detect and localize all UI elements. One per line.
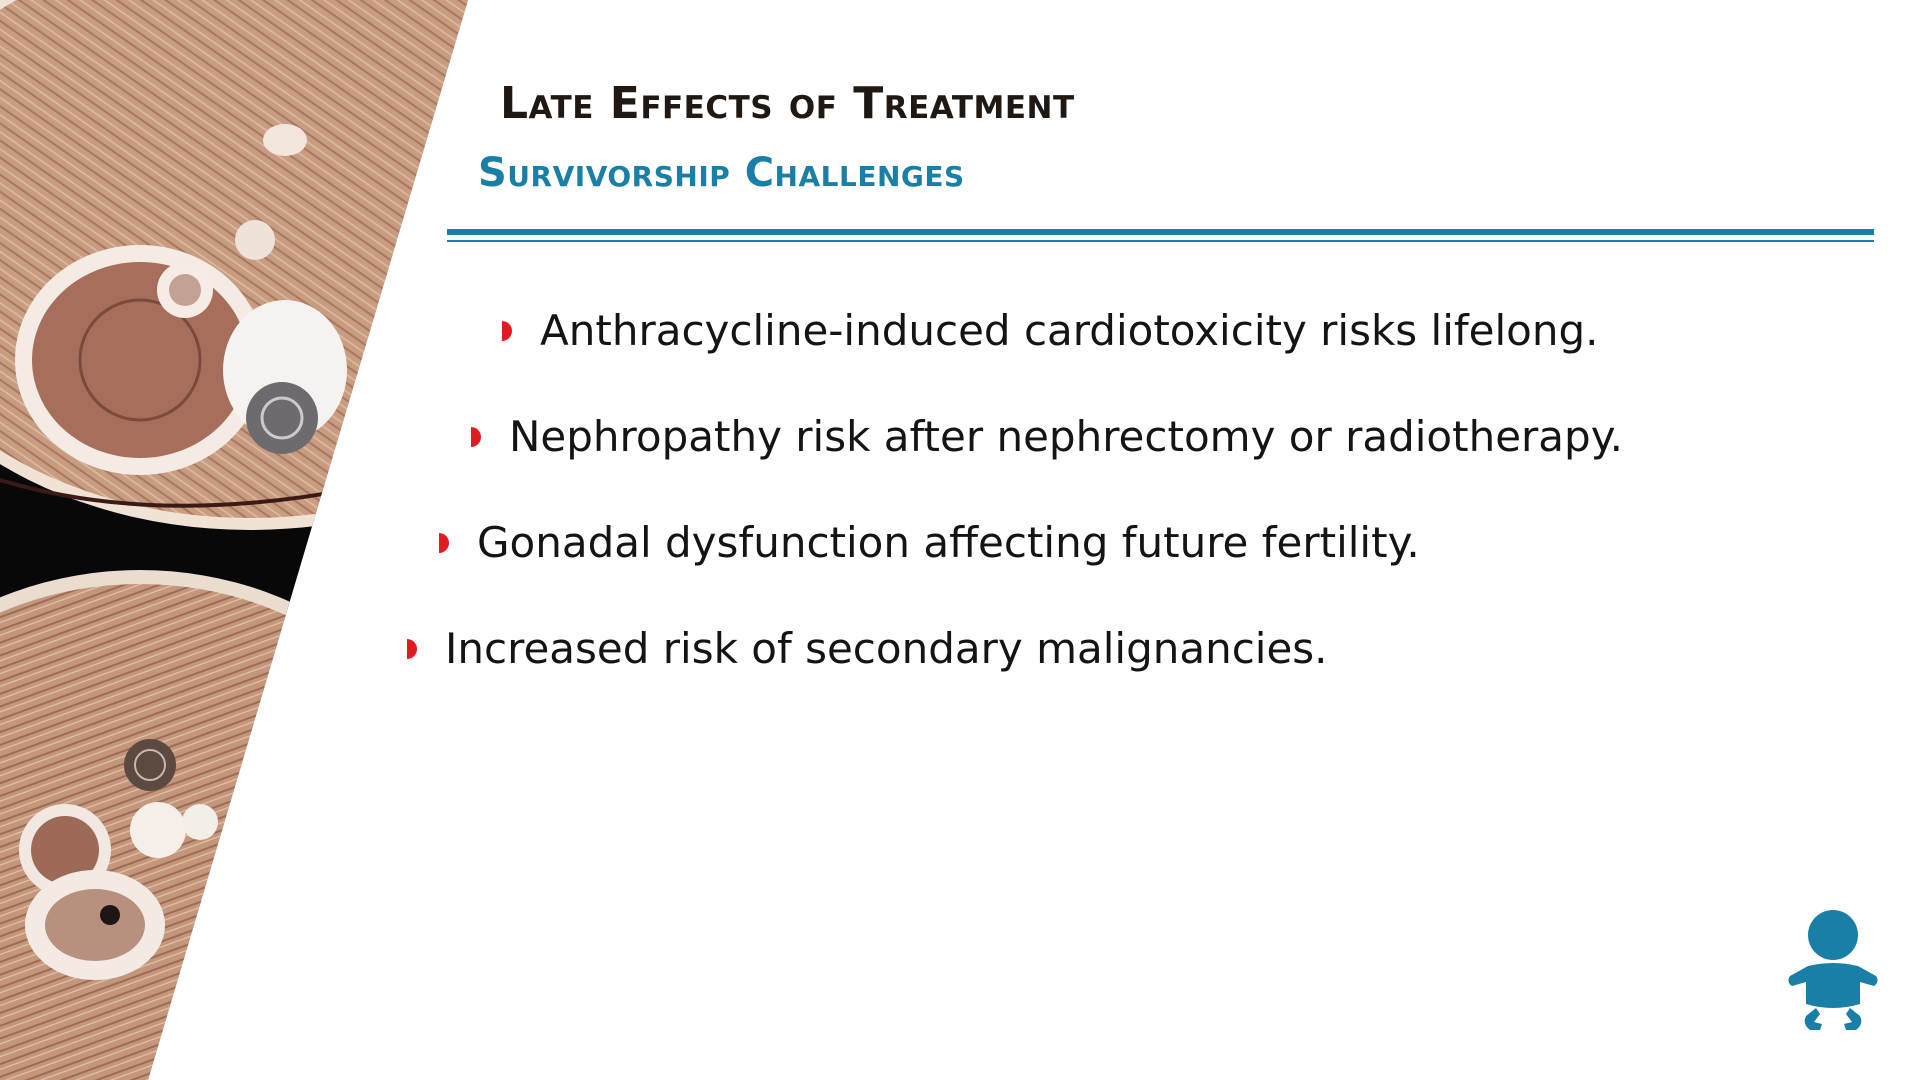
- bullet-text: Increased risk of secondary malignancies.: [445, 624, 1328, 673]
- header-divider-thick: [447, 229, 1874, 235]
- half-circle-bullet-icon: [469, 425, 483, 449]
- bullet-text: Nephropathy risk after nephrectomy or radiotherapy.: [509, 412, 1623, 461]
- bullet-item: [405, 624, 1328, 673]
- bullet-text: Anthracycline-induced cardiotoxicity risks lifelong.: [540, 306, 1599, 355]
- slide-subtitle: Survivorship Challenges: [478, 150, 965, 196]
- half-circle-bullet-icon: [437, 531, 451, 555]
- bullet-text: Gonadal dysfunction affecting future fertility.: [477, 518, 1420, 567]
- slide-title: Late Effects of Treatment: [500, 78, 1075, 129]
- half-circle-bullet-icon: [405, 637, 419, 661]
- header-divider-thin: [447, 240, 1874, 242]
- baby-icon: [1786, 910, 1880, 1036]
- bullet-item: [469, 412, 1623, 461]
- bullet-item: [437, 518, 1420, 567]
- bullet-item: [500, 306, 1599, 355]
- half-circle-bullet-icon: [500, 319, 514, 343]
